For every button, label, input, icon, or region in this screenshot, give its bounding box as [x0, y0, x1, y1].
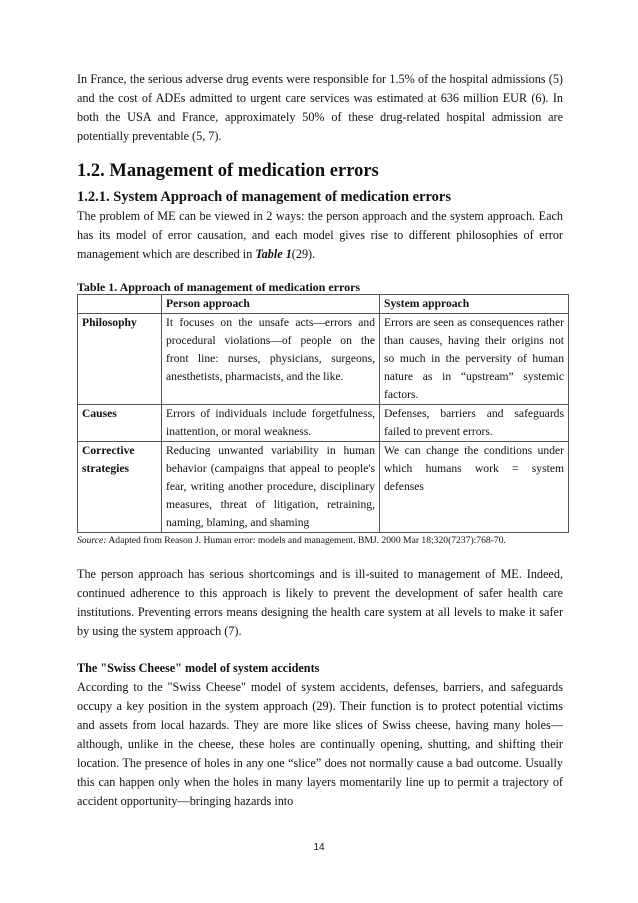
table-cell-system: We can change the conditions under which humans work = system defenses — [380, 442, 569, 533]
intro-paragraph: In France, the serious adverse drug events were responsible for 1.5% of the hospital admissions (5) and the cost of ADEs admitted to urgent care services was estimated at 636 million EUR (6). In both the USA and France, approximately 50% of these drug-related hospital admission are potentially preventable (5, 7). — [77, 72, 563, 143]
table-row-label: Causes — [78, 405, 162, 442]
table-header-system: System approach — [380, 295, 569, 314]
subsection-heading: 1.2.1. System Approach of management of medication errors — [77, 189, 452, 205]
table-cell-system: Errors are seen as consequences rather than causes, having their origins not so much in the perversity of human nature as in “upstream” systemic factors. — [380, 314, 569, 405]
table-row-label: Corrective strategies — [78, 442, 162, 533]
table-header-row — [78, 295, 569, 314]
table-header-person: Person approach — [162, 295, 380, 314]
table-caption: Table 1. Approach of management of medication errors — [77, 280, 361, 294]
table-row-label: Philosophy — [78, 314, 162, 405]
table-source-text: Adapted from Reason J. Human error: models and management. BMJ. 2000 Mar 18;320(7237):768-70. — [106, 535, 506, 546]
table-row — [78, 314, 569, 405]
approach-table — [77, 294, 569, 533]
section-heading: 1.2. Management of medication errors — [77, 161, 379, 181]
page-number: 14 — [313, 842, 325, 853]
document-page — [77, 70, 563, 811]
table-header-empty — [78, 295, 162, 314]
subsection-paragraph — [77, 207, 563, 264]
table-cell-person: Errors of individuals include forgetfulness, inattention, or moral weakness. — [162, 405, 380, 442]
person-approach-paragraph: The person approach has serious shortcomings and is ill-suited to management of ME. Indeed, continued adherence to this approach is likely to prevent the development of safer health care institutions. Preventing errors means designing the health care system at all levels to make it safer by using the system approach (7). — [77, 567, 563, 638]
table-reference-link: Table 1 — [255, 247, 292, 261]
table-row — [78, 405, 569, 442]
table-row — [78, 442, 569, 533]
table-cell-system: Defenses, barriers and safeguards failed to prevent errors. — [380, 405, 569, 442]
table-source-label: Source: — [77, 535, 107, 546]
table-cell-person: Reducing unwanted variability in human behavior (campaigns that appeal to people's fear, writing another procedure, disciplinary measures, threat of litigation, retraining, naming, blaming, and shaming — [162, 442, 380, 533]
swiss-cheese-paragraph: According to the "Swiss Cheese" model of system accidents, defenses, barriers, and safeguards occupy a key position in the system approach (29). Their function is to protect potential victims and assets from local hazards. They are more like slices of Swiss cheese, having many holes—although, unlike in the cheese, these holes are continually opening, shutting, and shifting their location. The presence of holes in any one “slice” does not normally cause a bad outcome. Usually this can happen only when the holes in many layers momentarily line up to permit a trajectory of accident opportunity—bringing hazards into — [77, 680, 563, 808]
subsection-paragraph-text: The problem of ME can be viewed in 2 ways: the person approach and the system approach. Each has its model of error causation, and each model gives rise to different philosophies of error management which are described in — [77, 209, 563, 261]
subsection-paragraph-ref-number: (29). — [291, 247, 316, 261]
table-cell-person: It focuses on the unsafe acts—errors and procedural violations—of people on the front line: nurses, physicians, surgeons, anesthetists, pharmacists, and the like. — [162, 314, 380, 405]
table-source — [77, 535, 563, 547]
swiss-cheese-heading: The "Swiss Cheese" model of system accidents — [77, 661, 320, 675]
